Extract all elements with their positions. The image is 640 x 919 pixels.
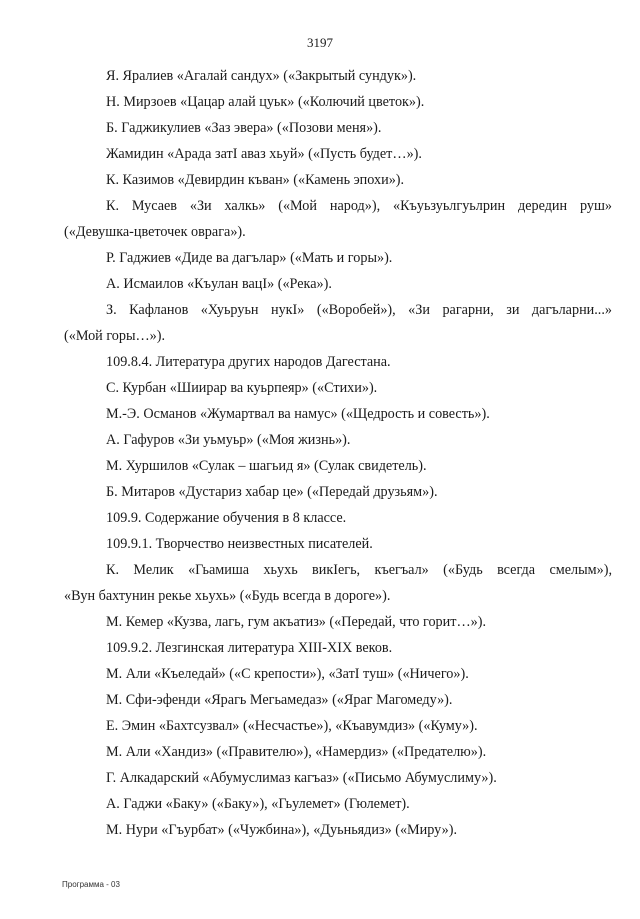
text-line: М. Кемер «Кузва, лагь, гум акъатиз» («Передай, что горит…»). <box>106 614 486 630</box>
page-footer: Программа - 03 <box>62 880 120 889</box>
text-line: М. Али «Къеледай» («С крепости»), «ЗатI туш» («Ничего»). <box>106 666 469 682</box>
text-line: К. Мелик «Гьамиша хьухь викIегь, къегъал» («Будь всегда смелым»), <box>106 562 612 578</box>
text-line: М. Нури «Гъурбат» («Чужбина»), «Дуьньядиз» («Миру»). <box>106 822 457 838</box>
text-line: Б. Митаров «Дустариз хабар це» («Передай друзьям»). <box>106 484 438 500</box>
text-line: Я. Яралиев «Агалай сандух» («Закрытый сундук»). <box>106 68 417 84</box>
text-line: К. Мусаев «Зи халкь» («Мой народ»), «Къуьзуьлгуьлрин дередин руш» <box>106 198 612 214</box>
text-line: Б. Гаджикулиев «Заз эвера» («Позови меня»). <box>106 120 382 136</box>
section-heading: 109.8.4. Литература других народов Дагестана. <box>106 354 391 370</box>
text-line: («Девушка-цветочек оврага»). <box>64 224 246 240</box>
text-line: А. Исмаилов «Къулан вацI» («Река»). <box>106 276 332 292</box>
text-line: З. Кафланов «Хуьруьн нукI» («Воробей»), «Зи рагарни, зи дагъларни...» <box>106 302 612 318</box>
text-line: А. Гафуров «Зи уьмуьр» («Моя жизнь»). <box>106 432 351 448</box>
page-number: 3197 <box>307 35 333 50</box>
text-line: Н. Мирзоев «Цацар алай цуьк» («Колючий цветок»). <box>106 94 425 110</box>
text-line: М. Сфи-эфенди «Ярагь Мегьамедаз» («Яраг Магомеду»). <box>106 692 453 708</box>
text-line: М.-Э. Османов «Жумартвал ва намус» («Щедрость и совесть»). <box>106 406 490 422</box>
text-line: «Вун бахтунин рекье хьухь» («Будь всегда в дороге»). <box>64 588 391 604</box>
text-line: К. Казимов «Девирдин къван» («Камень эпохи»). <box>106 172 405 188</box>
text-line: Р. Гаджиев «Диде ва дагълар» («Мать и горы»). <box>106 250 393 266</box>
section-heading: 109.9.2. Лезгинская литература XIII-XIX веков. <box>106 640 393 656</box>
text-line: Е. Эмин «Бахтсузвал» («Несчастье»), «Къавумдиз» («Куму»). <box>106 718 478 734</box>
text-line: Жамидин «Арада затI аваз хьуй» («Пусть будет…»). <box>106 146 422 162</box>
text-body <box>64 63 612 843</box>
section-heading: 109.9.1. Творчество неизвестных писателей. <box>106 536 373 552</box>
section-heading: 109.9. Содержание обучения в 8 классе. <box>106 510 347 526</box>
text-line: М. Али «Хандиз» («Правителю»), «Намердиз» («Предателю»). <box>106 744 487 760</box>
text-line: С. Курбан «Шиирар ва куьрпеяр» («Стихи»). <box>106 380 378 396</box>
text-line: («Мой горы…»). <box>64 328 166 344</box>
text-line: Г. Алкадарский «Абумуслимаз кагъаз» («Письмо Абумуслиму»). <box>106 770 497 786</box>
text-line: М. Хуршилов «Сулак – шагьид я» (Сулак свидетель). <box>106 458 427 474</box>
text-line: А. Гаджи «Баку» («Баку»), «Гьулемет» (Гюлемет). <box>106 796 410 812</box>
